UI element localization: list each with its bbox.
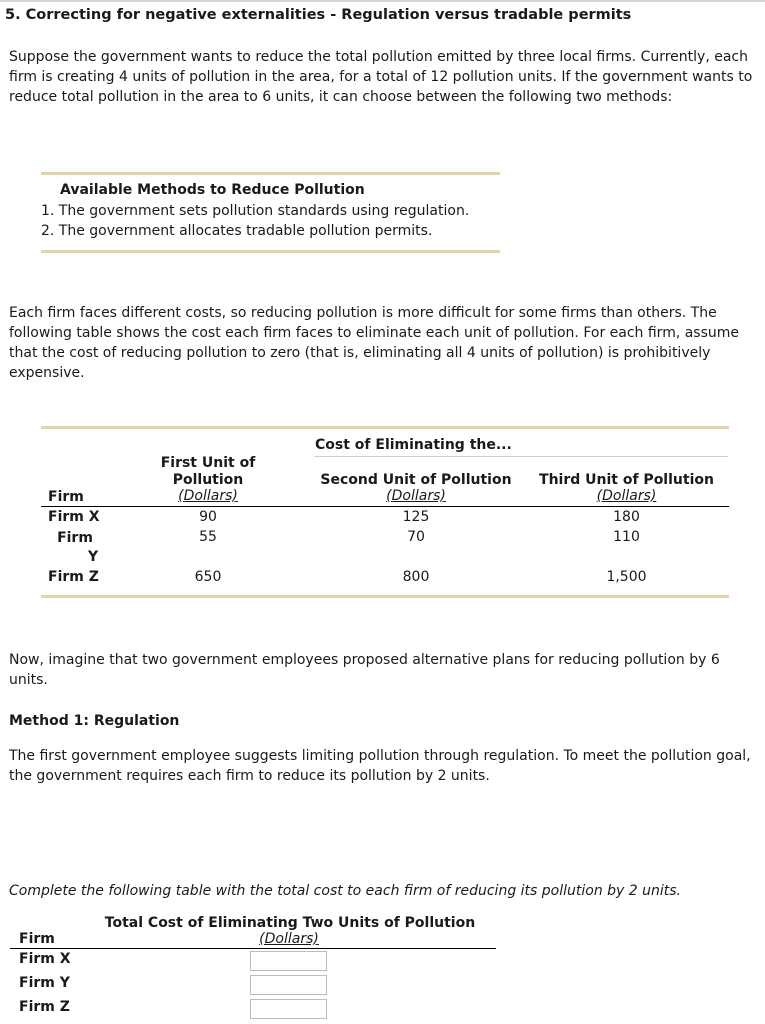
col-first-header: First Unit of Pollution [160, 455, 256, 488]
top-divider [0, 0, 765, 2]
answer-table-unit: (Dollars) [259, 931, 319, 947]
firm-z-third-cost: 1,500 [606, 569, 647, 585]
firm-y-total-cost-input[interactable] [250, 975, 327, 995]
col-second-header: Second Unit of Pollution [320, 472, 512, 488]
method-item-1: 1. The government sets pollution standards using regulation. [41, 203, 470, 219]
firm-z-total-cost-input[interactable] [250, 999, 327, 1019]
answer-row-firm-z: Firm Z [19, 999, 70, 1015]
methods-title: Available Methods to Reduce Pollution [60, 182, 365, 198]
group-header-underline [314, 456, 728, 457]
cost-table-top-rule [41, 426, 729, 429]
answer-table-header: Total Cost of Eliminating Two Units of Pollution [104, 915, 476, 931]
method1-paragraph: The first government employee suggests limiting pollution through regulation. To meet the pollution goal, the government requires each firm to reduce its pollution by 2 units. [9, 748, 751, 784]
firm-x-total-cost-input[interactable] [250, 951, 327, 971]
instruction-text: Complete the following table with the total cost to each firm of reducing its pollution by 2 units. [9, 883, 681, 899]
firm-x-first-cost: 90 [199, 509, 217, 525]
firm-y-second-cost: 70 [407, 529, 425, 545]
col-third-header: Third Unit of Pollution [539, 472, 714, 488]
answer-row-firm-x: Firm X [19, 951, 71, 967]
method1-title: Method 1: Regulation [9, 713, 180, 729]
row-firm-z-label: Firm Z [48, 569, 99, 585]
answer-row-firm-y: Firm Y [19, 975, 70, 991]
row-firm-x-label: Firm X [48, 509, 100, 525]
methods-bottom-rule [41, 250, 500, 253]
costs-paragraph: Each firm faces different costs, so reducing pollution is more difficult for some firms than others. The following table shows the cost each firm faces to eliminate each unit of pollution. For each firm, assume that the cost of reducing pollution to zero (that is, eliminating all 4 units of pollution) is prohibitively expensive. [9, 305, 740, 381]
cost-table-bottom-rule [41, 595, 729, 598]
firm-y-third-cost: 110 [613, 529, 640, 545]
col-third-unit: (Dollars) [596, 488, 657, 504]
answer-col-firm: Firm [19, 931, 55, 947]
col-firm-header: Firm [48, 489, 84, 505]
group-header: Cost of Eliminating the... [315, 437, 512, 453]
firm-z-first-cost: 650 [194, 569, 222, 585]
firm-x-third-cost: 180 [613, 509, 640, 525]
question-title: 5. Correcting for negative externalities - Regulation versus tradable permits [5, 7, 632, 23]
row-firm-y-label: Firm Y [57, 530, 99, 565]
plans-paragraph: Now, imagine that two government employees proposed alternative plans for reducing pollution by 6 units. [9, 652, 720, 688]
firm-y-first-cost: 55 [199, 529, 217, 545]
methods-top-rule [41, 172, 500, 175]
col-second-unit: (Dollars) [386, 488, 446, 504]
header-underline [41, 506, 729, 507]
firm-z-second-cost: 800 [402, 569, 430, 585]
method-item-2: 2. The government allocates tradable pollution permits. [41, 223, 433, 239]
intro-paragraph: Suppose the government wants to reduce the total pollution emitted by three local firms. Currently, each firm is creating 4 units of pollution in the area, for a total of 12 pollution units. If the government wants to reduce total pollution in the area to 6 units, it can choose between the following two methods: [9, 49, 753, 105]
col-first-unit: (Dollars) [178, 488, 238, 504]
answer-header-underline [10, 948, 496, 949]
firm-x-second-cost: 125 [402, 509, 430, 525]
